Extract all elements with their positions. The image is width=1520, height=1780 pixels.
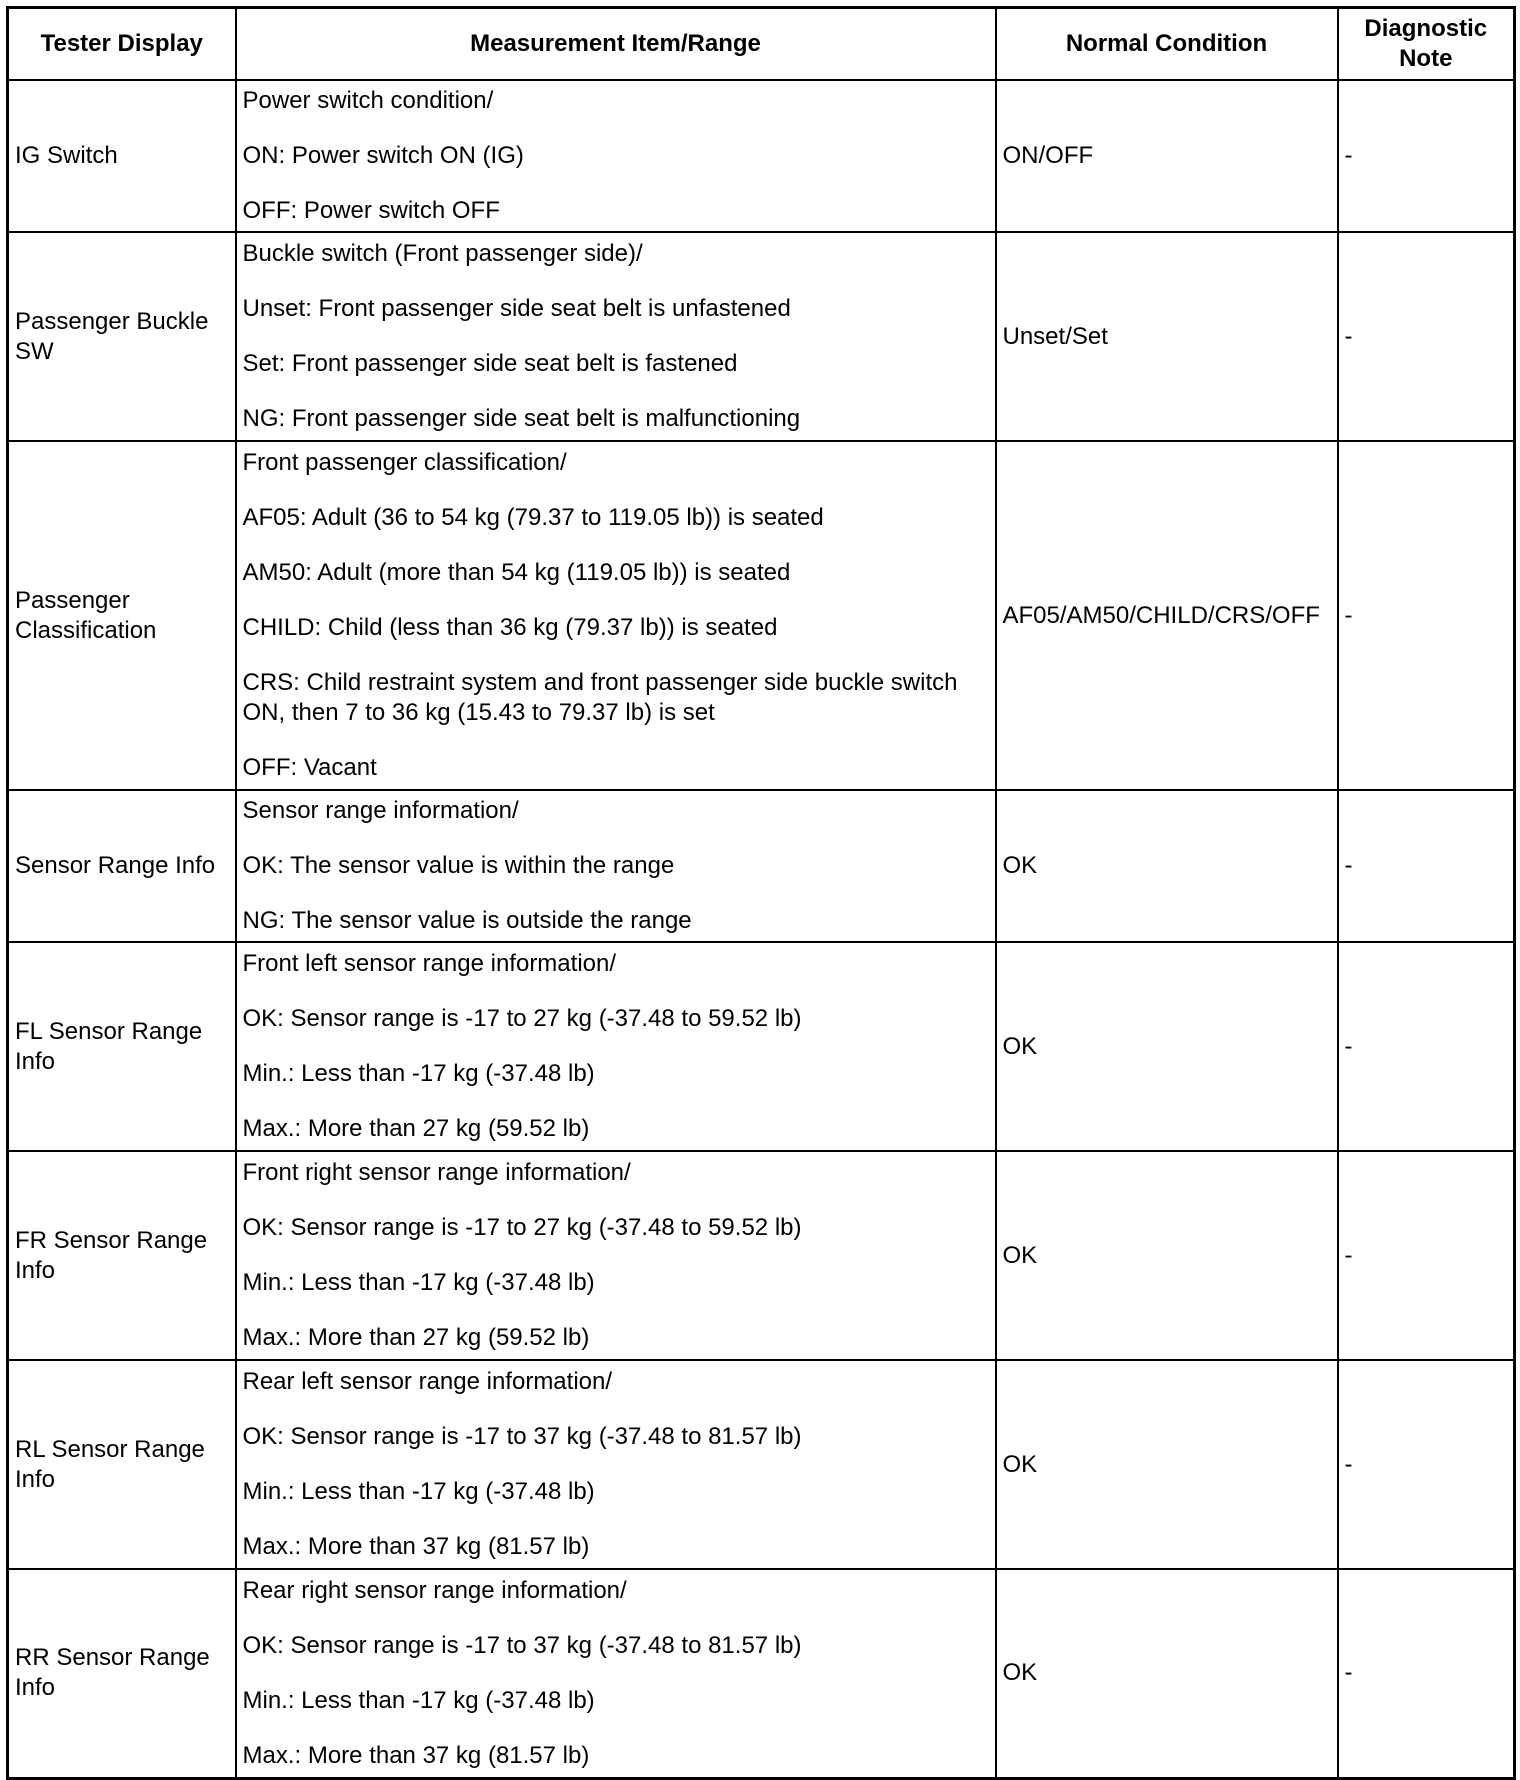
diagnostic-note-cell: -: [1338, 232, 1515, 441]
measurement-line: Max.: More than 27 kg (59.52 lb): [242, 1115, 590, 1142]
measurement-line: Front left sensor range information/: [242, 950, 617, 977]
tester-display-cell: FL Sensor Range Info: [8, 942, 236, 1151]
table-row: [8, 1151, 1515, 1360]
tester-display-cell: Sensor Range Info: [8, 790, 236, 942]
measurement-line: CHILD: Child (less than 36 kg (79.37 lb)) is seated: [242, 614, 778, 641]
normal-condition-cell: OK: [996, 1360, 1338, 1569]
measurement-line: Power switch condition/: [242, 87, 494, 114]
diagnostic-note-cell: -: [1338, 1151, 1515, 1360]
measurement-line: Front passenger classification/: [242, 449, 567, 476]
measurement-line: Max.: More than 37 kg (81.57 lb): [242, 1533, 590, 1560]
tester-display-cell: Passenger Classification: [8, 441, 236, 790]
header-normal-condition: Normal Condition: [996, 8, 1338, 81]
normal-condition-cell: OK: [996, 1151, 1338, 1360]
measurement-line: AM50: Adult (more than 54 kg (119.05 lb)) is seated: [242, 559, 791, 586]
table-row: [8, 232, 1515, 441]
header-measurement: Measurement Item/Range: [236, 8, 996, 81]
measurement-line: Max.: More than 27 kg (59.52 lb): [242, 1324, 590, 1351]
measurement-line: Sensor range information/: [242, 797, 519, 824]
measurement-line: OFF: Power switch OFF: [242, 197, 500, 224]
measurement-cell: [236, 441, 996, 790]
measurement-line: Front right sensor range information/: [242, 1159, 631, 1186]
measurement-line: NG: The sensor value is outside the range: [242, 907, 692, 934]
normal-condition-cell: OK: [996, 790, 1338, 942]
measurement-cell: [236, 1569, 996, 1778]
measurement-line: Rear right sensor range information/: [242, 1576, 627, 1604]
measurement-line: ON: Power switch ON (IG): [242, 142, 524, 169]
diagnostic-note-cell: -: [1338, 790, 1515, 942]
tester-display-cell: RR Sensor Range Info: [8, 1569, 236, 1778]
normal-condition-cell: OK: [996, 1569, 1338, 1778]
table-row: [8, 441, 1515, 790]
header-row: [8, 8, 1515, 81]
measurement-line: OK: The sensor value is within the range: [242, 852, 675, 879]
measurement-cell: [236, 232, 996, 441]
table-row: [8, 942, 1515, 1151]
measurement-line: OK: Sensor range is -17 to 27 kg (-37.48 to 59.52 lb): [242, 1214, 802, 1241]
measurement-cell: [236, 1151, 996, 1360]
diagnostic-note-cell: -: [1338, 942, 1515, 1151]
table-row: [8, 1360, 1515, 1569]
measurement-line: Rear left sensor range information/: [242, 1368, 613, 1395]
header-diagnostic-note: Diagnostic Note: [1338, 8, 1515, 81]
measurement-line: OFF: Vacant: [242, 754, 377, 781]
measurement-line: Unset: Front passenger side seat belt is unfastened: [242, 295, 791, 322]
table-row: [8, 80, 1515, 232]
normal-condition-cell: ON/OFF: [996, 80, 1338, 232]
header-tester-display: Tester Display: [8, 8, 236, 81]
measurement-line: Min.: Less than -17 kg (-37.48 lb): [242, 1478, 595, 1505]
diagnostic-note-cell: -: [1338, 441, 1515, 790]
tester-display-cell: RL Sensor Range Info: [8, 1360, 236, 1569]
measurement-line: NG: Front passenger side seat belt is malfunctioning: [242, 405, 801, 432]
diagnostic-note-cell: -: [1338, 1360, 1515, 1569]
tester-display-cell: IG Switch: [8, 80, 236, 232]
measurement-line: Set: Front passenger side seat belt is fastened: [242, 350, 738, 377]
tester-display-cell: Passenger Buckle SW: [8, 232, 236, 441]
normal-condition-cell: Unset/Set: [996, 232, 1338, 441]
table-row: [8, 1569, 1515, 1778]
table-body: [8, 80, 1515, 1778]
table-header: [8, 8, 1515, 81]
normal-condition-cell: OK: [996, 942, 1338, 1151]
tester-display-cell: FR Sensor Range Info: [8, 1151, 236, 1360]
measurement-line: Buckle switch (Front passenger side)/: [242, 240, 643, 267]
measurement-line: Max.: More than 37 kg (81.57 lb): [242, 1741, 590, 1769]
measurement-line: OK: Sensor range is -17 to 27 kg (-37.48 to 59.52 lb): [242, 1005, 802, 1032]
table-row: [8, 790, 1515, 942]
measurement-cell: [236, 1360, 996, 1569]
diagnostic-note-cell: -: [1338, 80, 1515, 232]
measurement-line: OK: Sensor range is -17 to 37 kg (-37.48 to 81.57 lb): [242, 1631, 802, 1659]
measurement-line: Min.: Less than -17 kg (-37.48 lb): [242, 1060, 595, 1087]
measurement-line: Min.: Less than -17 kg (-37.48 lb): [242, 1686, 595, 1714]
data-list-table: [6, 6, 1516, 1780]
measurement-line: CRS: Child restraint system and front passenger side buckle switch ON, then 7 to 36 kg (15.43 to 79.37 lb) is set: [242, 669, 958, 726]
diagnostic-note-cell: -: [1338, 1569, 1515, 1778]
measurement-cell: [236, 80, 996, 232]
measurement-cell: [236, 942, 996, 1151]
measurement-line: Min.: Less than -17 kg (-37.48 lb): [242, 1269, 595, 1296]
measurement-line: AF05: Adult (36 to 54 kg (79.37 to 119.05 lb)) is seated: [242, 504, 824, 531]
measurement-line: OK: Sensor range is -17 to 37 kg (-37.48 to 81.57 lb): [242, 1423, 802, 1450]
measurement-cell: [236, 790, 996, 942]
normal-condition-cell: AF05/AM50/CHILD/CRS/OFF: [996, 441, 1338, 790]
